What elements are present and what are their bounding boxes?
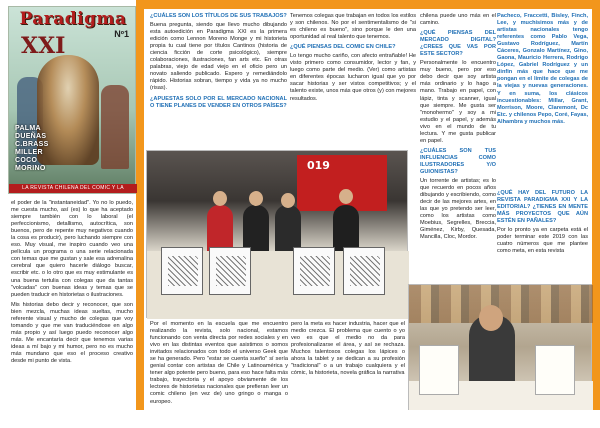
orange-band-middle [136,192,144,428]
interview-column-2 [290,13,416,106]
photo-paper [419,345,459,395]
interview-column-4 [497,13,588,129]
photo-person-head [249,191,263,206]
answer-paragraph: Mis historias debo decir y reconocer, que son bien mezcla, muchas ideas sueltas, mucho referente visual y mucho de colegas que voy tomando y que me van traduciéndose en algo más propio y así luego puedo reconocer algo más. Me encantaría decir que tenemos varias ideas a mí bajo y mi humor, pero no es mucho más mundano que eso el proceso creativo desde mi punto de vista. [11,301,133,365]
photo-artist-head [479,305,503,331]
artwork-ink [216,256,246,286]
event-photo [146,150,408,318]
cover-name: PALMA [15,125,41,132]
interview-bottom-column-2 [291,321,405,380]
question-heading: ¿CUÁLES SON LOS TÍTULOS DE SUS TRABAJOS? [150,13,287,19]
answer-paragraph: Tenemos colegas que trabajan en todos los estilos y son chilenos. No por el sentimentalismo de "si es chileno es bueno", sino porque le den una oportunidad al real talento que tenemos. [290,13,416,41]
artwork-ink [350,256,380,286]
photo-person-head [339,189,353,204]
cover-strip: LA REVISTA CHILENA DEL COMIC Y LA ILUSTRACION [9,184,137,193]
interview-column-4-lower [497,190,588,258]
cover-name: MORINO [15,165,46,172]
cover-name: COCO [15,157,38,164]
answer-paragraph: Buena pregunta, siendo que llevo mucho dibujando esta autoedición en Paradigma XXI es la primera edición como Lennon Moreno Monge y mi historieta propia tu cual tiene por títulos Cantinos (historia de ciencia ficción de corte psicológico), siempre colaboraciones, ilustraciones, fan arts etc. En otras palabras, viejo de edad viejo en el oficio pero un novato saliendo publicado. Espero y remediándolo rápido. Historias sobran, tiempo y vida ya no mucho (risas). [150,22,287,92]
cover-issue-logo: XXI [21,33,66,59]
photo-artwork [161,247,203,295]
cover-name: DUEÑAS [15,133,47,140]
cover-issue-number: Nº1 [114,29,129,39]
photo-banner-text: 019 [307,159,330,172]
question-heading: ¿QUÉ HAY DEL FUTURO LA REVISTA PARADIGMA XXI Y LA EDITORIAL? ¿TIENES EN MENTE MÁS PROYECTOS QUE AÚN ESTÉN EN PAÑALES? [497,190,588,225]
cover-artist-names [15,125,71,173]
answer-paragraph: Pacheco, Fraccetti, Bisley, Finch, Lee, y muchísimos más y de artistas nacionales tengo referentes como Pablo Vega, Gustavo Rodríguez, Martín Cáceres, Gonzalo Martínez, Gino, Gaona, Mauricio Herrera, Rodrigo López, Gabriel Rodríguez y un dinfin más que hace que me pongan en el límite de colegas de la viejas y nuevas generaciones. Y en suma, los clásicos incuestionables: Millar, Grant, Morrison, Moore, Claremont, Dc Etc. y chilenos Pepo, Coré, Fayas, Alhambra y muchos más. [497,13,588,125]
answer-paragraph: Por el momento en la escuela que me encuentro realizando la revista, solo nacional, estamos funcionando con venta directa por redes sociales y en vivo en las distintas eventos que asistimos o somos invitados relacionados con todo el universo Geek que se ha generado. Pero "estar se cuenta sueño" sí sería genial contar con artistas de Chile y Latinoamérica y tener algo potente pero bueno, para eso hace falta más trabajo, trayectoria y el apoyo obviamente de los lectores de historietas nacionales que prefieran leer un comic chileno (en vez de) uno gringo o manga o europeo. [150,321,288,405]
photo-person-head [213,191,227,206]
answer-paragraph: el poder de la "instantaneidad". Yo no lo puedo, me cuesta mucho, así (es) lo que ha aceptado siempre también con lo laboral (el perfeccionismo, detallismo, autocrítica, son buenos, pero de repente muy negativos cuando la cosa es producir), pero luchando siempre con eso. Muy visual, me inspiro cuando veo una película un programa o una serie relacionada con temas que me gustan y sale esa adrenalina cerebral que quiero hacerle diálogo buscar, escribir etc. o lo otro que es muy estimulante es una buena tertulia con colegas que da tantas "volcadas" con buenas ideas y temas que se pueden traducir en historietas o ilustraciones. [11,200,133,298]
cover-name: C.BRASS [15,141,49,148]
orange-band-right [592,0,600,428]
cover-figure-right [101,85,129,169]
interview-bottom-column-1 [150,321,288,409]
cover-title: Paradigma [19,9,127,29]
artwork-ink [168,256,198,286]
interview-left-column [11,200,133,368]
magazine-cover [8,6,136,200]
answer-paragraph: pero la meta es hacer industria, hacer que el medio crezca. El problema que cuento o yo veo es que el medio no da para profesionalizarse el área, y así se rechaza. Muchos talentosos colegas los lápices o ahora la tablet y se dedican a su profesión "tradicional" o a un trabajo cualquiera y el cómic, la historieta, novela gráfica la narrativa [291,321,405,377]
artwork-ink [300,256,330,286]
artist-studio-photo [408,284,592,410]
answer-paragraph: chilena puede uno más en el camino. [420,13,496,27]
cover-name: MILLER [15,149,43,156]
photo-paper [535,345,575,395]
answer-paragraph: Personalmente lo encuentro muy bueno, pero por eso debo decir que soy artista más ordinario y lo hago a mano. Trabajo en papel, con lápiz, tinta y scanner, igual que siempre. Me gusta ser "monohermo" y soy a mi estudio y el papel, y además vivo en el mundo de tu lectura. Y me gusta publicar en papel. [420,60,496,144]
question-heading: ¿APUESTAS SOLO POR EL MERCADO NACIONAL O TIENE PLANES DE VENDER EN OTROS PAÍSES? [150,95,287,109]
photo-artwork [293,247,335,295]
question-heading: ¿QUÉ PIENSAS DEL COMIC EN CHILE? [290,44,396,51]
photo-artwork [209,247,251,295]
photo-artwork [343,247,385,295]
question-heading: ¿QUÉ PIENSAS DEL MERCADO DIGITAL? ¿CREES QUE VAS POR ESTE SECTOR? [420,30,496,58]
question-heading: ¿CUÁLES SON TUS INFLUENCIAS COMO ILUSTRADORES Y/O GUIONISTAS? [420,147,496,175]
interview-column-1 [150,13,287,112]
photo-person-head [281,193,295,208]
orange-band-left [136,0,144,200]
interview-column-3 [420,13,496,244]
orange-band-top [136,0,600,9]
answer-paragraph: Lo tengo mucho cariño, con afecto entrañable! He visto primero como consumidor, lector y fan, y luego como parte del medio. (Ver) como artistas en diferentes épocas lucharon igual que yo por sacar historias y ser vistos competitivos; y el talento existe, unos más que otros (y) con mejores resultados. [290,53,416,102]
answer-paragraph: Un torrente de artistas; es lo que recuerdo en pocos años dibujando y escribiendo, como decir de las mejores artes, en las que yo pretendo ser leer, como los artistas como Moebius, Segrelles, Breccia, Giménez, Kirby, Quesada, Mancilla, Cloc, Mordor. [420,178,496,241]
answer-paragraph: Por lo pronto ya en carpeta está el poder terminar este 2019 con las cuatro números que me plantee como meta, en esta revista [497,227,588,255]
bottom-margin [0,410,600,428]
